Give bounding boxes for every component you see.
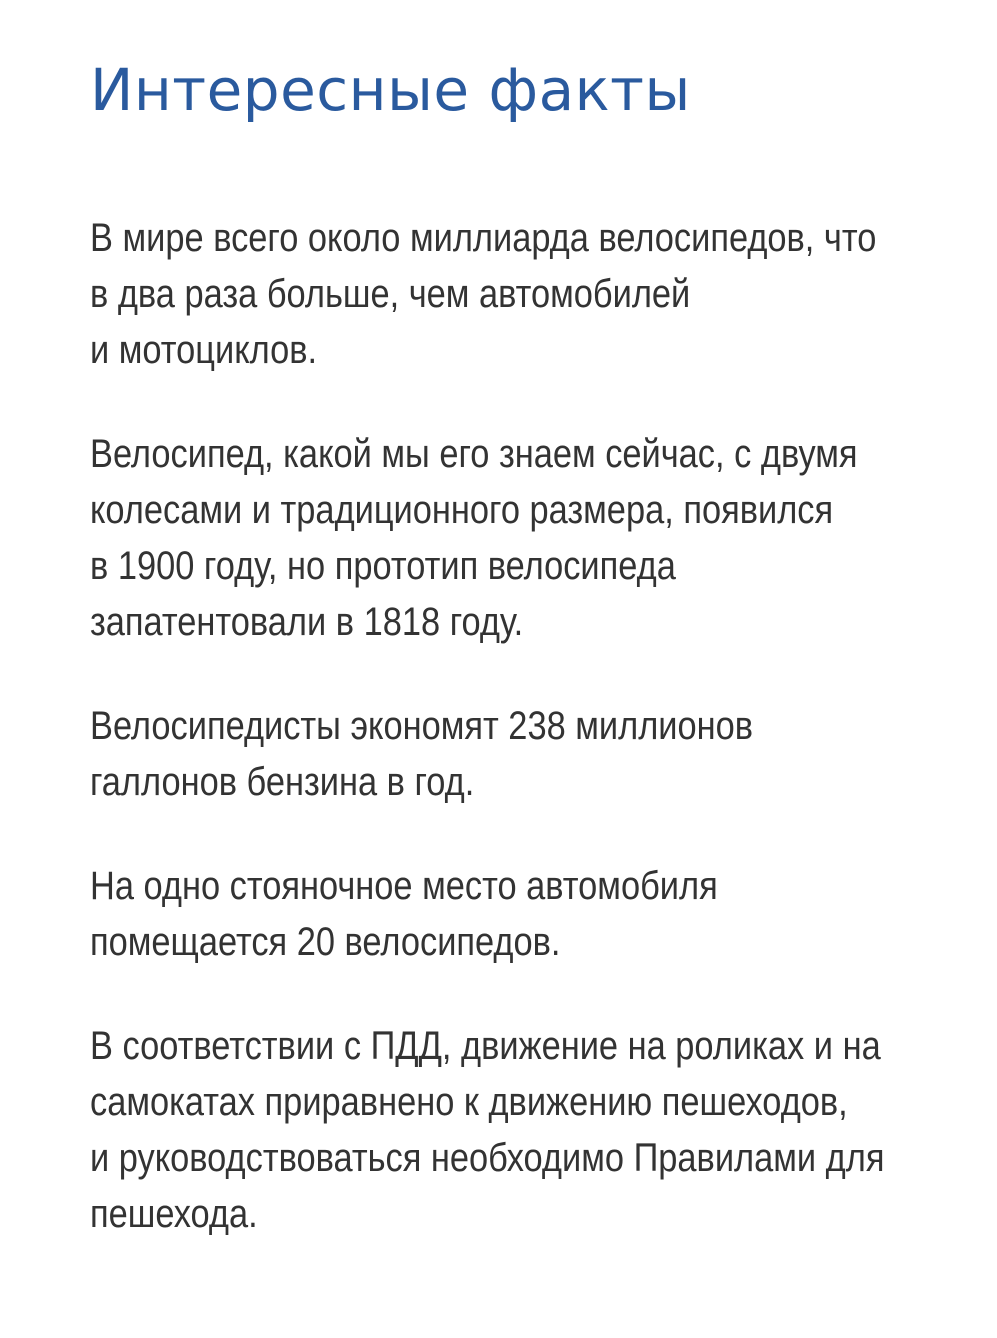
fact-line: колесами и традиционного размера, появился — [90, 488, 834, 532]
fact-paragraph-1 — [90, 210, 950, 378]
fact-line: помещается 20 велосипедов. — [90, 920, 561, 964]
fact-line: Велосипед, какой мы его знаем сейчас, с двумя — [90, 432, 858, 476]
facts-list — [90, 210, 950, 1290]
fact-line: Велосипедисты экономят 238 миллионов — [90, 704, 754, 748]
fact-line: и руководствоваться необходимо Правилами для — [90, 1136, 885, 1180]
fact-paragraph-4 — [90, 858, 950, 970]
fact-line: самокатах приравнено к движению пешеходов, — [90, 1080, 848, 1124]
fact-line: пешехода. — [90, 1192, 258, 1236]
fact-line: В мире всего около миллиарда велосипедов, что — [90, 216, 877, 260]
fact-line: На одно стояночное место автомобиля — [90, 864, 718, 908]
fact-line: и мотоциклов. — [90, 328, 318, 372]
fact-line: запатентовали в 1818 году. — [90, 600, 524, 644]
fact-line: В соответствии с ПДД, движение на роликах и на — [90, 1024, 881, 1068]
fact-line: галлонов бензина в год. — [90, 760, 475, 804]
page-title: Интересные факты — [90, 56, 691, 124]
fact-paragraph-3 — [90, 698, 950, 810]
fact-line: в два раза больше, чем автомобилей — [90, 272, 691, 316]
fact-line: в 1900 году, но прототип велосипеда — [90, 544, 676, 588]
fact-paragraph-5 — [90, 1018, 950, 1242]
fact-paragraph-2 — [90, 426, 950, 650]
